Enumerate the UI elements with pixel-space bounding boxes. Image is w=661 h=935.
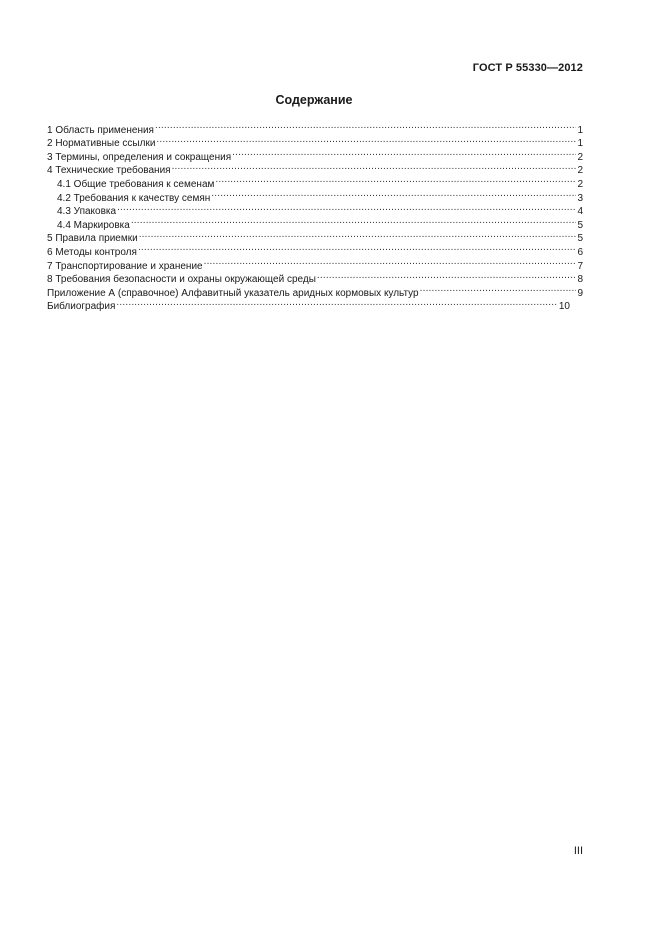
toc-entry-page: 2 (577, 165, 583, 177)
dot-leader (211, 187, 576, 201)
standard-number: ГОСТ Р 55330—2012 (472, 62, 583, 74)
dot-leader (172, 160, 577, 174)
toc-entry-page: 3 (577, 192, 583, 204)
toc-entry-label: 8 Требования безопасности и охраны окружающей среды (47, 274, 316, 286)
toc-entry-label: 4.2 Требования к качеству семян (57, 192, 211, 204)
toc-entry-label: Библиография (47, 301, 116, 313)
dot-leader (232, 146, 576, 160)
toc-entry-page: 2 (577, 178, 583, 190)
dot-leader (117, 201, 576, 215)
toc-entry-page: 6 (577, 246, 583, 258)
toc-entry-bibliography[interactable] (47, 296, 570, 313)
toc-entry-label: 4 Технические требования (47, 165, 171, 177)
toc-entry-label: 6 Методы контроля (47, 246, 137, 258)
dot-leader (215, 173, 576, 187)
dot-leader (139, 228, 577, 242)
toc-entry-4-4[interactable] (47, 214, 583, 231)
dot-leader (155, 119, 576, 133)
dot-leader (156, 133, 576, 147)
toc-entry-label: 4.4 Маркировка (57, 219, 130, 231)
dot-leader (420, 282, 577, 296)
dot-leader (131, 214, 577, 228)
toc-entry-page: 7 (577, 260, 583, 272)
dot-leader (317, 269, 577, 283)
page-number: III (573, 845, 583, 857)
toc-entry-label: 2 Нормативные ссылки (47, 138, 156, 150)
dot-leader (204, 255, 577, 269)
toc-entry-label: 4.1 Общие требования к семенам (57, 178, 215, 190)
toc-entry-label: 5 Правила приемки (47, 233, 138, 245)
toc-entry-label: 4.3 Упаковка (57, 206, 117, 218)
toc-entry-page: 1 (577, 138, 583, 150)
toc-entry-page: 2 (577, 151, 583, 163)
toc-entry-4-3[interactable] (47, 201, 583, 218)
toc-entry-page: 5 (577, 233, 583, 245)
toc-entry-page: 9 (577, 287, 583, 299)
toc-entry-page: 8 (577, 274, 583, 286)
toc-entry-label: Приложение А (справочное) Алфавитный указатель аридных кормовых культур (47, 287, 419, 299)
toc-entry-page: 10 (558, 301, 570, 313)
toc-title: Содержание (275, 93, 353, 107)
toc-entry-page: 5 (577, 219, 583, 231)
table-of-contents (47, 119, 583, 313)
toc-entry-page: 1 (577, 124, 583, 136)
dot-leader (116, 296, 557, 310)
toc-entry-label: 3 Термины, определения и сокращения (47, 151, 232, 163)
toc-entry-1[interactable] (47, 119, 583, 136)
toc-entry-page: 4 (577, 206, 583, 218)
toc-entry-label: 7 Транспортирование и хранение (47, 260, 203, 272)
dot-leader (138, 241, 577, 255)
toc-entry-label: 1 Область применения (47, 124, 154, 136)
